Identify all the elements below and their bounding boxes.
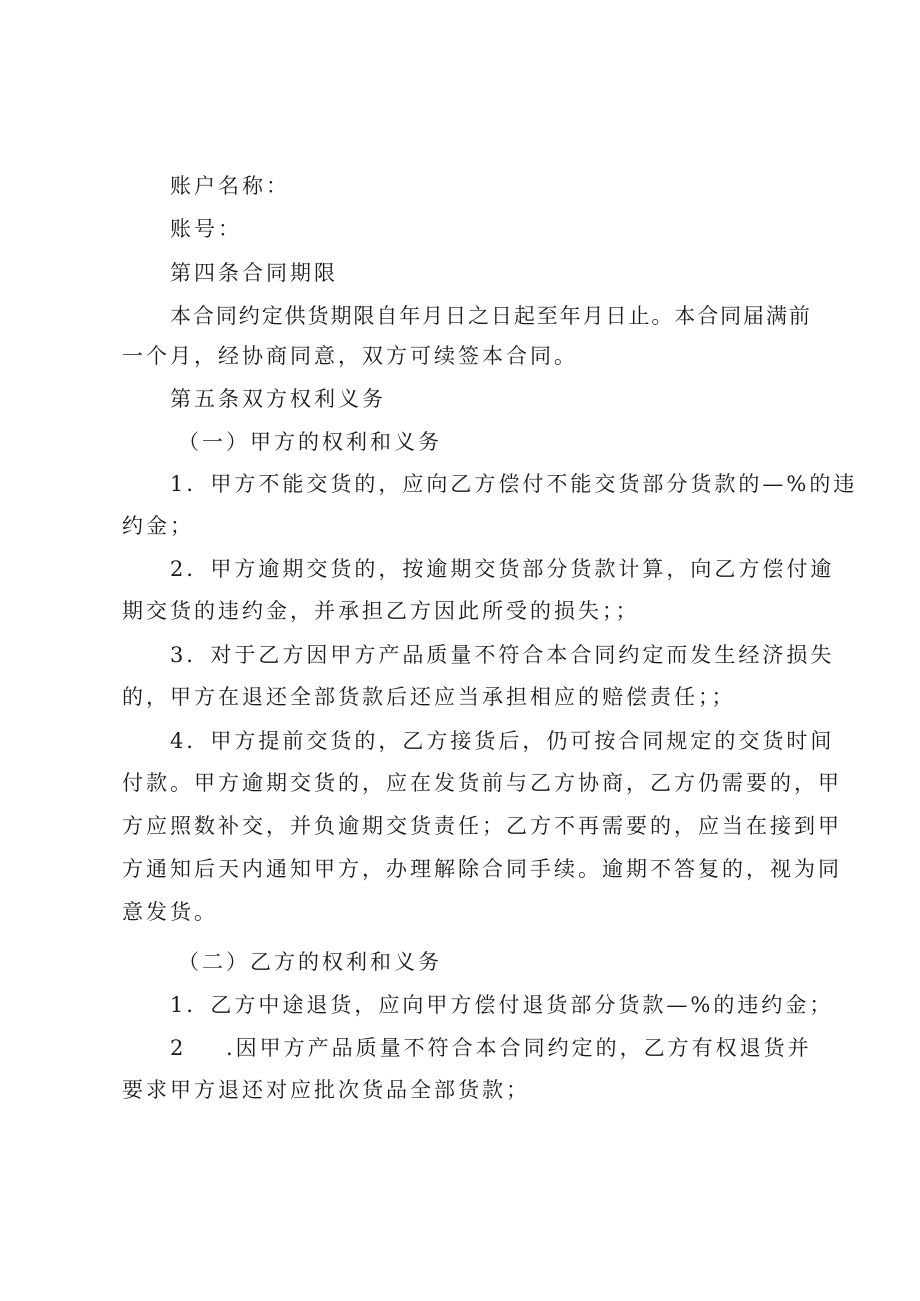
partyA-item3-line2: 的，甲方在退还全部货款后还应当承担相应的赔偿责任；；	[122, 685, 736, 709]
partyB-item2-line1: .因甲方产品质量不符合本合同约定的，乙方有权退货并	[226, 1036, 812, 1060]
partyA-item1-line2: 约金；	[122, 514, 194, 538]
partyB-item2-line2: 要求甲方退还对应批次货品全部货款；	[122, 1078, 530, 1102]
partyB-heading: （二）乙方的权利和义务	[178, 950, 442, 974]
partyA-item4-line2: 付款。甲方逾期交货的，应在发货前与乙方协商，乙方仍需要的，甲	[122, 771, 842, 795]
partyA-item4-line1: 4．甲方提前交货的，乙方接货后，仍可按合同规定的交货时间	[170, 729, 835, 753]
article4-line2: 一个月，经协商同意，双方可续签本合同。	[122, 344, 578, 368]
partyB-item1-line1: 1．乙方中途退货，应向甲方偿付退货部分货款—%的违约金；	[170, 993, 834, 1017]
partyA-item4-line3: 方应照数补交，并负逾期交货责任；乙方不再需要的，应当在接到甲	[122, 814, 842, 838]
partyA-item2-line1: 2．甲方逾期交货的，按逾期交货部分货款计算，向乙方偿付逾	[170, 557, 835, 581]
partyB-item2-number: 2	[170, 1036, 187, 1060]
partyA-item2-line2: 期交货的违约金，并承担乙方因此所受的损失；；	[122, 599, 640, 623]
article4-title: 第四条合同期限	[170, 261, 338, 285]
account-name-label: 账户名称：	[170, 174, 290, 198]
article4-line1: 本 合 同 约 定 供 货 期 限 自 年 月 日 之 日 起 至 年 月 日 止 。 本 合 同 届 满 前	[170, 304, 810, 328]
partyA-item3-line1: 3．对于乙方因甲方产品质量不符合本合同约定而发生经济损失	[170, 643, 835, 667]
account-number-label: 账号：	[170, 217, 242, 241]
partyA-heading: （一）甲方的权利和义务	[178, 430, 442, 454]
partyA-item4-line4: 方通知后天内通知甲方，办理解除合同手续。逾期不答复的，视为同	[122, 857, 842, 881]
partyA-item1-line1: 1．甲方不能交货的，应向乙方偿付不能交货部分货款的—%的违	[170, 472, 858, 496]
partyA-item4-line5: 意发货。	[122, 900, 218, 924]
article5-title: 第五条双方权利义务	[170, 387, 386, 411]
